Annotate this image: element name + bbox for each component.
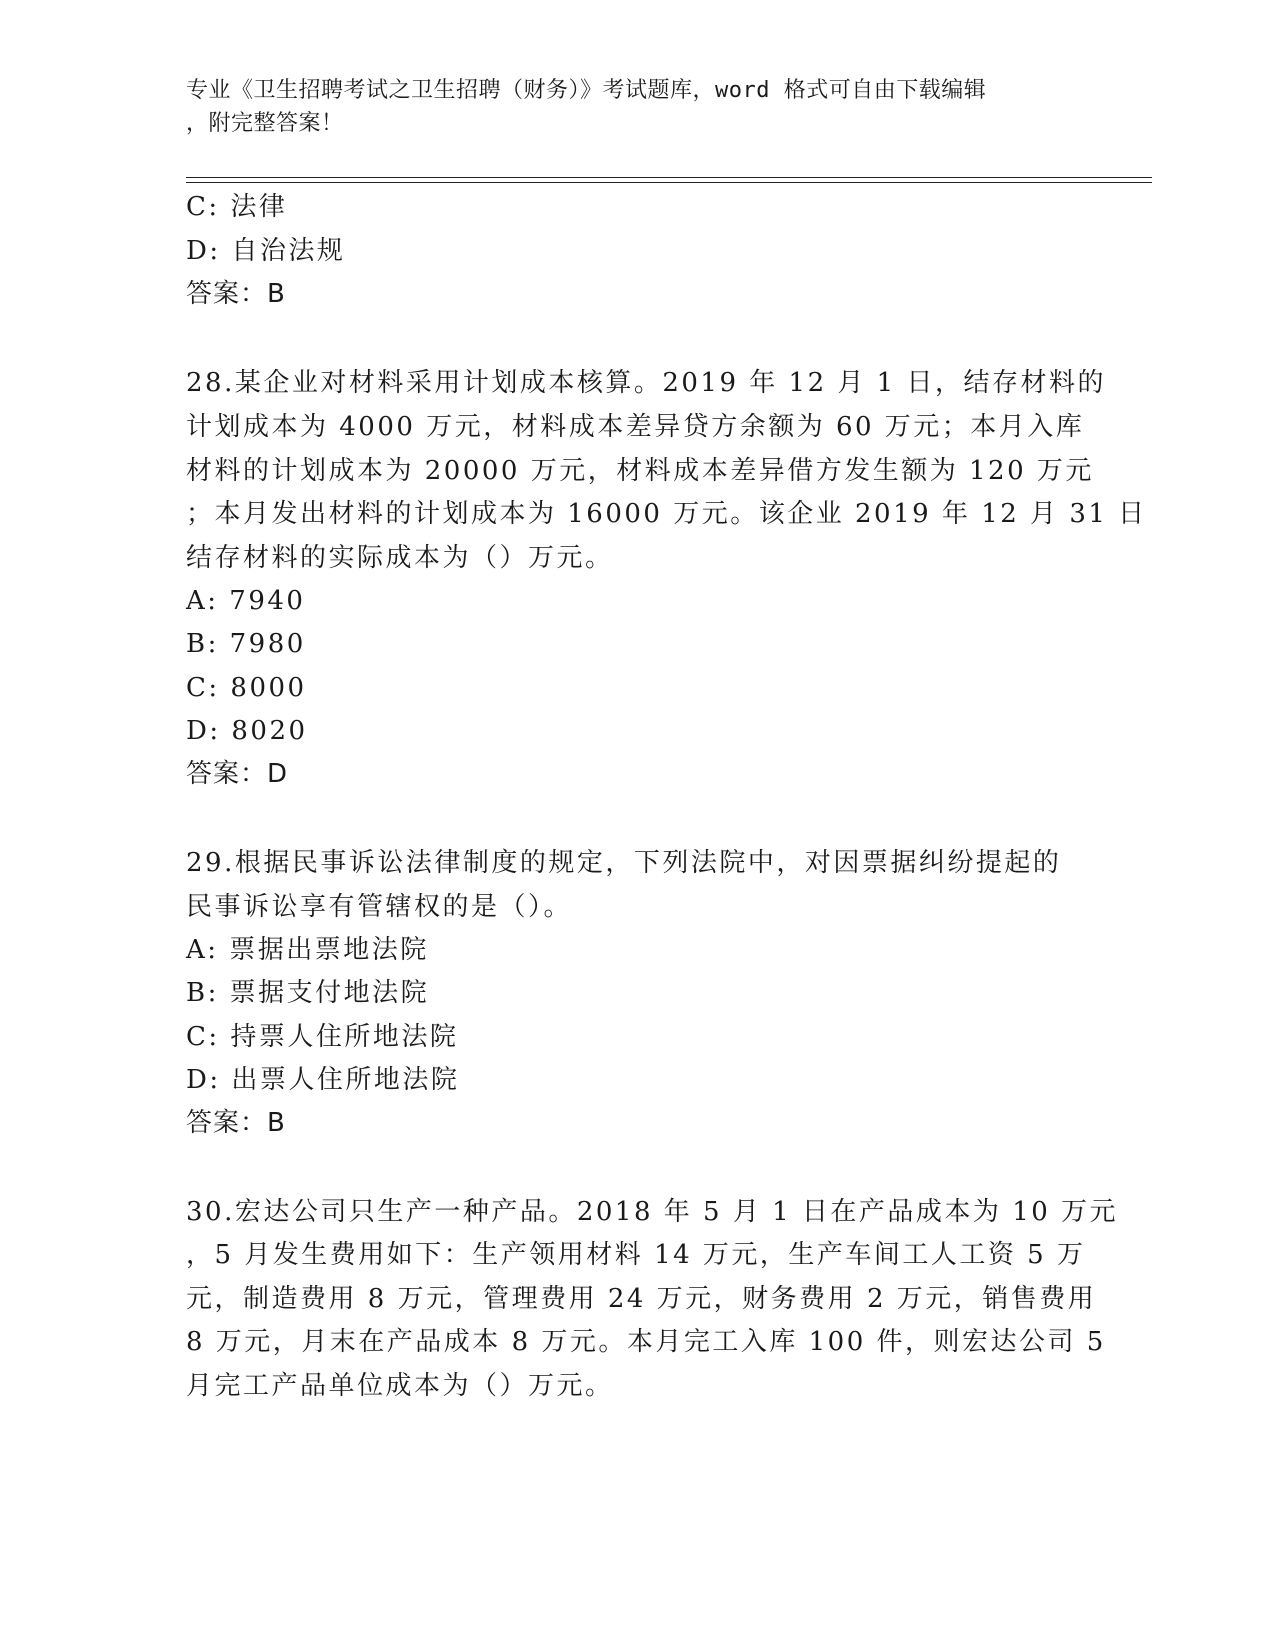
question-28-option-d: D: 8020	[186, 716, 308, 746]
question-28-option-b: B: 7980	[186, 629, 306, 659]
question-30-stem-line: 30.宏达公司只生产一种产品。2018 年 5 月 1 日在产品成本为 10 万元	[186, 1197, 1119, 1227]
question-29-stem-line: 民事诉讼享有管辖权的是（）。	[186, 892, 573, 922]
question-29-stem-line: 29.根据民事诉讼法律制度的规定，下列法院中，对因票据纠纷提起的	[186, 848, 1062, 878]
question-29-option-b: B: 票据支付地法院	[186, 978, 430, 1008]
header-divider	[186, 177, 1152, 178]
question-28-stem-line: 结存材料的实际成本为（）万元。	[186, 543, 614, 573]
question-28-stem-line: ；本月发出材料的计划成本为 16000 万元。该企业 2019 年 12 月 31 日	[186, 499, 1147, 529]
question-28-option-a: A: 7940	[186, 586, 306, 616]
header-line: 专业《卫生招聘考试之卫生招聘（财务）》考试题库，word 格式可自由下载编辑	[186, 78, 987, 103]
question-29-answer: 答案：B	[186, 1108, 286, 1138]
option-d: D: 自治法规	[186, 236, 346, 266]
question-28-stem-line: 28.某企业对材料采用计划成本核算。2019 年 12 月 1 日，结存材料的	[186, 368, 1106, 398]
question-28-stem-line: 计划成本为 4000 万元，材料成本差异贷方余额为 60 万元；本月入库	[186, 412, 1085, 442]
option-c: C: 法律	[186, 192, 288, 222]
question-29-option-c: C: 持票人住所地法院	[186, 1022, 459, 1052]
question-30-stem-line: 月完工产品单位成本为（）万元。	[186, 1371, 614, 1401]
question-29-option-d: D: 出票人住所地法院	[186, 1065, 460, 1095]
header-divider	[186, 182, 1152, 183]
question-30-stem-line: ，5 月发生费用如下：生产领用材料 14 万元，生产车间工人工资 5 万	[186, 1240, 1086, 1270]
question-30-stem-line: 元，制造费用 8 万元，管理费用 24 万元，财务费用 2 万元，销售费用	[186, 1284, 1097, 1314]
question-29-option-a: A: 票据出票地法院	[186, 935, 429, 965]
question-28-answer: 答案：D	[186, 759, 289, 789]
question-28-option-c: C: 8000	[186, 673, 307, 703]
question-30-stem-line: 8 万元，月末在产品成本 8 万元。本月完工入库 100 件，则宏达公司 5	[186, 1327, 1106, 1357]
question-28-stem-line: 材料的计划成本为 20000 万元，材料成本差异借方发生额为 120 万元	[186, 456, 1094, 486]
header-line: ，附完整答案！	[186, 111, 344, 136]
answer-text: 答案：B	[186, 279, 286, 309]
page-header	[186, 74, 1066, 140]
